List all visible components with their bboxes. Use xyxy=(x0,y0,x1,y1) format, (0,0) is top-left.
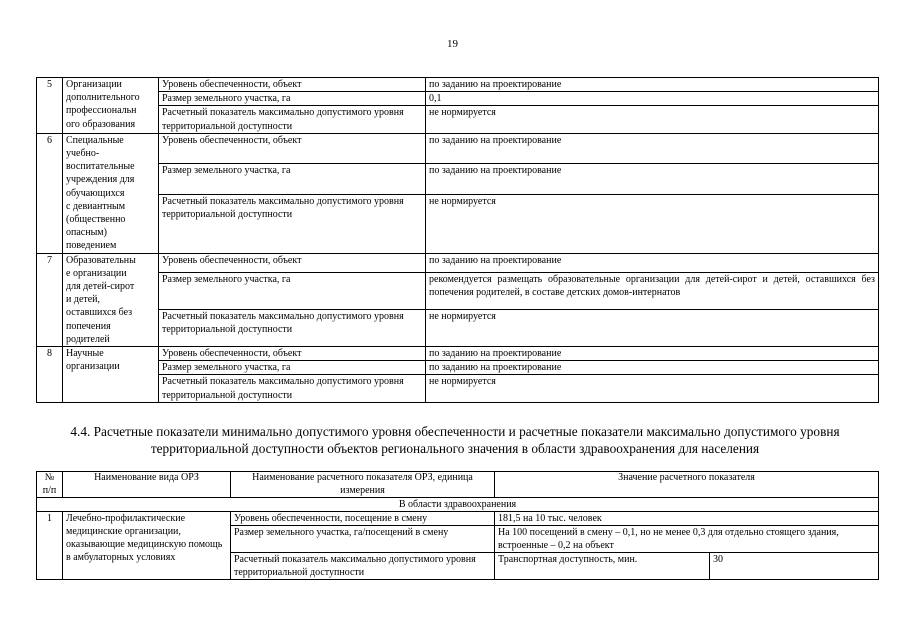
header-value: Значение расчетного показателя xyxy=(495,472,879,498)
table-row xyxy=(37,309,879,346)
indicator-label: Уровень обеспеченности, объект xyxy=(159,347,426,361)
row-name-line: попечения xyxy=(66,320,111,332)
row-name-line: оставшихся без xyxy=(66,307,133,319)
row-num: 7 xyxy=(37,253,63,346)
indicator-value: не нормируется xyxy=(426,375,879,402)
healthcare-indicators-table xyxy=(36,471,879,580)
table-row xyxy=(37,92,879,106)
indicator-value: Транспортная доступность, мин. xyxy=(495,553,710,580)
table-row xyxy=(37,164,879,194)
indicator-label: Уровень обеспеченности, объект xyxy=(159,253,426,272)
indicator-value: не нормируется xyxy=(426,194,879,253)
indicator-value-number: 30 xyxy=(710,553,879,580)
row-name-line: е организации xyxy=(66,267,127,279)
indicator-value: по заданию на проектирование xyxy=(426,253,879,272)
table-row xyxy=(37,272,879,309)
indicator-value: по заданию на проектирование xyxy=(426,361,879,375)
indicator-value: не нормируется xyxy=(426,106,879,133)
row-name-line: (общественно xyxy=(66,214,126,226)
table-row xyxy=(37,78,879,92)
indicator-value: 181,5 на 10 тыс. человек xyxy=(495,512,879,526)
indicator-label: Расчетный показатель максимально допустимого уровня территориальной доступности xyxy=(159,375,426,402)
table-row xyxy=(37,106,879,133)
indicator-label: Размер земельного участка, га/посещений в смену xyxy=(231,526,495,553)
education-indicators-table xyxy=(36,77,879,403)
indicator-value: по заданию на проектирование xyxy=(426,164,879,194)
row-name-line: профессиональн xyxy=(66,105,137,117)
header-indicator: Наименование расчетного показателя ОРЗ, единица измерения xyxy=(231,472,495,498)
indicator-label: Расчетный показатель максимально допустимого уровня территориальной доступности xyxy=(231,553,495,580)
row-name-line: учреждения для xyxy=(66,174,135,186)
row-name-line: и детей, xyxy=(66,294,101,306)
table-row xyxy=(37,253,879,272)
row-name-line: ого образования xyxy=(66,118,136,130)
indicator-label: Уровень обеспеченности, посещение в смену xyxy=(231,512,495,526)
row-name-line: родителей xyxy=(66,333,110,345)
indicator-value: не нормируется xyxy=(426,309,879,346)
indicator-label: Размер земельного участка, га xyxy=(159,272,426,309)
indicator-value: 0,1 xyxy=(426,92,879,106)
indicator-value: На 100 посещений в смену – 0,1, но не менее 0,3 для отдельно стоящего здания, встроенные – 0,2 на объект xyxy=(495,526,879,553)
indicator-value: по заданию на проектирование xyxy=(426,347,879,361)
table-row xyxy=(37,194,879,253)
row-name-line: опасным) xyxy=(66,227,107,239)
indicator-label: Расчетный показатель максимально допустимого уровня территориальной доступности xyxy=(159,106,426,133)
indicator-value: рекомендуется размещать образовательные организации для детей-сирот и детей, оставшихся без попечения родителей, в составе детских домов-интернатов xyxy=(426,272,879,309)
indicator-label: Размер земельного участка, га xyxy=(159,361,426,375)
row-name-line: дополнительного xyxy=(66,92,140,104)
row-name-line: обучающихся xyxy=(66,187,125,199)
row-num: 5 xyxy=(37,78,63,134)
indicator-label: Уровень обеспеченности, объект xyxy=(159,133,426,163)
table-row xyxy=(37,375,879,402)
row-name-line: для детей-сирот xyxy=(66,281,135,293)
row-name-line: Научные xyxy=(66,348,104,360)
row-num: 6 xyxy=(37,133,63,253)
section-heading: 4.4. Расчетные показатели минимально допустимого уровня обеспеченности и расчетные показатели максимально допустимого уровня территориальной доступности объектов регионального значения в области здравоохранения для населения xyxy=(70,424,840,456)
row-num: 1 xyxy=(37,512,63,580)
row-name-line: с девиантным xyxy=(66,200,126,212)
indicator-label: Размер земельного участка, га xyxy=(159,92,426,106)
row-name-line: Специальные xyxy=(66,134,124,146)
page-number: 19 xyxy=(447,38,458,50)
row-name: Лечебно-профилактические медицинские организации, оказывающие медицинскую помощь в амбулаторных условиях xyxy=(63,512,231,580)
row-name xyxy=(63,253,159,346)
section-label: В области здравоохранения xyxy=(37,498,879,512)
indicator-label: Уровень обеспеченности, объект xyxy=(159,78,426,92)
row-name xyxy=(63,133,159,253)
header-num: № п/п xyxy=(37,472,63,498)
row-name-line: учебно- xyxy=(66,148,100,160)
row-name xyxy=(63,78,159,134)
table-header-row xyxy=(37,472,879,498)
row-name-line: Образовательны xyxy=(66,254,136,266)
row-name-line: воспитательные xyxy=(66,161,135,173)
row-num: 8 xyxy=(37,347,63,403)
row-name-line: Организации xyxy=(66,79,122,90)
row-name xyxy=(63,347,159,403)
indicator-value: по заданию на проектирование xyxy=(426,133,879,163)
row-name-line: поведением xyxy=(66,240,117,252)
indicator-label: Расчетный показатель максимально допустимого уровня территориальной доступности xyxy=(159,309,426,346)
indicator-value: по заданию на проектирование xyxy=(426,78,879,92)
row-name-line: организации xyxy=(66,361,120,373)
table-row xyxy=(37,347,879,361)
indicator-label: Размер земельного участка, га xyxy=(159,164,426,194)
table-row xyxy=(37,361,879,375)
table-row xyxy=(37,512,879,526)
indicator-label: Расчетный показатель максимально допустимого уровня территориальной доступности xyxy=(159,194,426,253)
section-row xyxy=(37,498,879,512)
table-row xyxy=(37,133,879,163)
header-type: Наименование вида ОРЗ xyxy=(63,472,231,498)
